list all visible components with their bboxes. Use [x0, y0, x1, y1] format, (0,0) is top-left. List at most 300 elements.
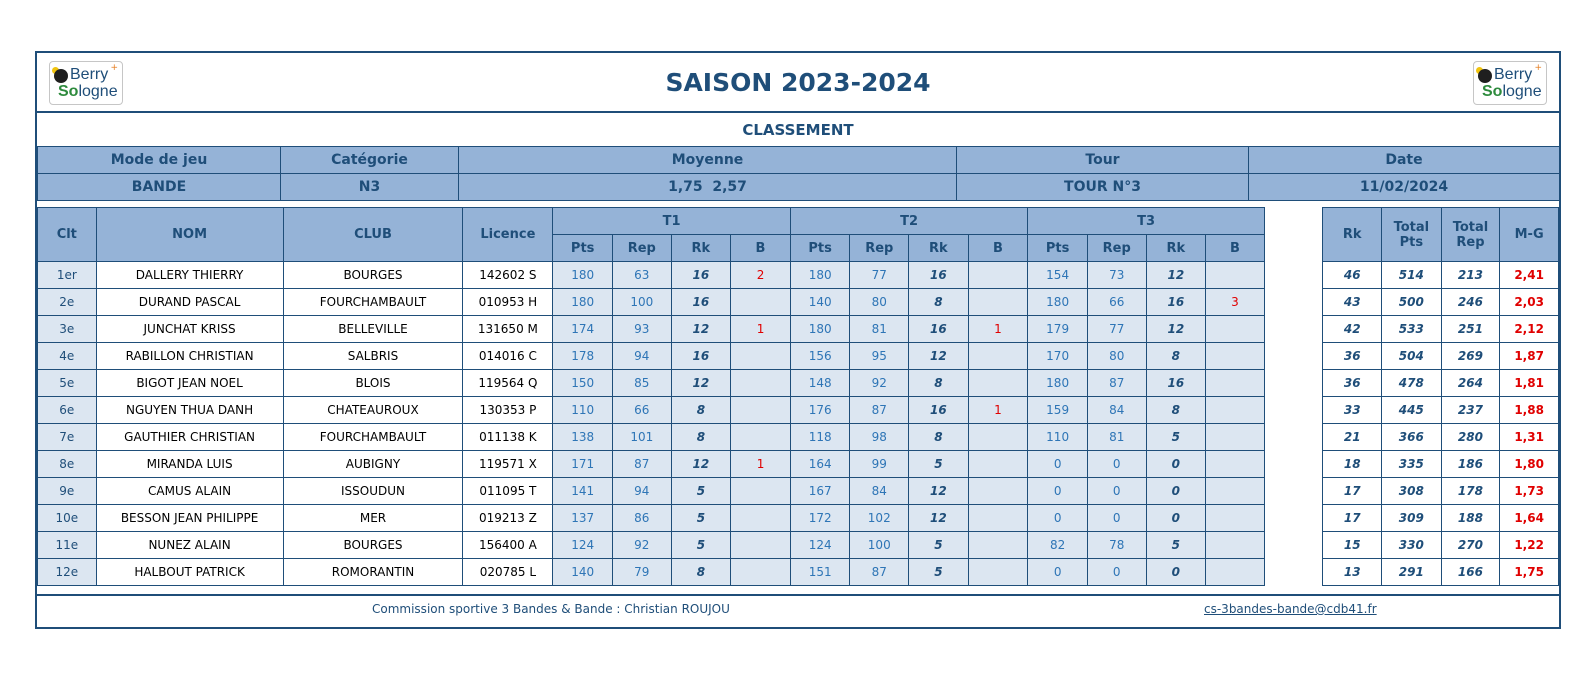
- total-rk-cell: 46: [1323, 262, 1382, 289]
- licence-cell: 010953 H: [463, 289, 553, 316]
- t3-pts-cell: 82: [1028, 532, 1088, 559]
- spacer-cell: [1264, 478, 1323, 505]
- t2-rep-cell: 87: [850, 397, 909, 424]
- table-row: [38, 289, 1559, 316]
- t1-rk-cell: 5: [671, 478, 731, 505]
- t1-b-cell: 1: [731, 316, 791, 343]
- table-row: [38, 505, 1559, 532]
- t3-rk-cell: 0: [1146, 478, 1206, 505]
- total-pts-cell: 504: [1382, 343, 1442, 370]
- t2-b-cell: 1: [968, 397, 1028, 424]
- t1-rk-cell: 8: [671, 559, 731, 586]
- total-pts-cell: 330: [1382, 532, 1442, 559]
- name-cell: NUNEZ ALAIN: [96, 532, 283, 559]
- t3-b-cell: [1206, 262, 1265, 289]
- t3-pts-cell: 0: [1028, 559, 1088, 586]
- col-nom: NOM: [96, 208, 283, 262]
- t1-rk-cell: 16: [671, 343, 731, 370]
- name-cell: NGUYEN THUA DANH: [96, 397, 283, 424]
- spacer-cell: [1264, 559, 1323, 586]
- t1-pts-cell: 171: [553, 451, 613, 478]
- t3-rk-cell: 16: [1146, 289, 1206, 316]
- page-title: SAISON 2023-2024: [665, 68, 931, 97]
- t2-b-cell: [968, 262, 1028, 289]
- spacer-cell: [1264, 262, 1323, 289]
- name-cell: DURAND PASCAL: [96, 289, 283, 316]
- rank-cell: 5e: [38, 370, 97, 397]
- t2-pts-cell: 151: [790, 559, 850, 586]
- t2-rep-cell: 102: [850, 505, 909, 532]
- total-rk-cell: 42: [1323, 316, 1382, 343]
- mg-cell: 2,41: [1500, 262, 1559, 289]
- total-rep-cell: 269: [1441, 343, 1500, 370]
- t3-rep-cell: 0: [1087, 505, 1146, 532]
- t1-b-cell: [731, 532, 791, 559]
- t2-b-cell: [968, 532, 1028, 559]
- t1-pts-cell: 150: [553, 370, 613, 397]
- total-rk-cell: 13: [1323, 559, 1382, 586]
- t1-b-cell: [731, 424, 791, 451]
- t3-rep-cell: 0: [1087, 478, 1146, 505]
- licence-cell: 119571 X: [463, 451, 553, 478]
- classement-heading: CLASSEMENT: [37, 113, 1559, 147]
- name-cell: DALLERY THIERRY: [96, 262, 283, 289]
- t2-pts-cell: 167: [790, 478, 850, 505]
- t2-pts-cell: 176: [790, 397, 850, 424]
- t1-pts-cell: 138: [553, 424, 613, 451]
- t1-rep-cell: 66: [612, 397, 671, 424]
- t3-b-cell: 3: [1206, 289, 1265, 316]
- total-rk-cell: 21: [1323, 424, 1382, 451]
- total-rep-cell: 178: [1441, 478, 1500, 505]
- club-cell: BOURGES: [283, 262, 463, 289]
- t1-pts-cell: 174: [553, 316, 613, 343]
- col-licence: Licence: [463, 208, 553, 262]
- name-cell: JUNCHAT KRISS: [96, 316, 283, 343]
- total-rep-cell: 251: [1441, 316, 1500, 343]
- name-cell: BIGOT JEAN NOEL: [96, 370, 283, 397]
- t2-rep-cell: 84: [850, 478, 909, 505]
- total-rep-cell: 280: [1441, 424, 1500, 451]
- mg-cell: 1,73: [1500, 478, 1559, 505]
- t1-pts-cell: 178: [553, 343, 613, 370]
- rank-cell: 10e: [38, 505, 97, 532]
- total-rep-cell: 246: [1441, 289, 1500, 316]
- col-t1-rep: Rep: [612, 235, 671, 262]
- header-row-1: [38, 208, 1559, 235]
- total-rk-cell: 36: [1323, 343, 1382, 370]
- footer-email-link[interactable]: cs-3bandes-bande@cdb41.fr: [1204, 602, 1377, 616]
- t1-pts-cell: 124: [553, 532, 613, 559]
- t1-b-cell: [731, 505, 791, 532]
- t2-rk-cell: 12: [909, 343, 969, 370]
- t1-b-cell: 1: [731, 451, 791, 478]
- spacer-col: [1264, 208, 1323, 262]
- col-t3-pts: Pts: [1028, 235, 1088, 262]
- t2-rk-cell: 12: [909, 478, 969, 505]
- t2-b-cell: [968, 478, 1028, 505]
- t2-rep-cell: 77: [850, 262, 909, 289]
- categorie-label: Catégorie: [281, 147, 459, 174]
- name-cell: RABILLON CHRISTIAN: [96, 343, 283, 370]
- mg-cell: 1,80: [1500, 451, 1559, 478]
- t3-rep-cell: 0: [1087, 451, 1146, 478]
- total-rep-cell: 270: [1441, 532, 1500, 559]
- t3-rep-cell: 78: [1087, 532, 1146, 559]
- t2-b-cell: [968, 559, 1028, 586]
- table-row: [38, 370, 1559, 397]
- t2-b-cell: 1: [968, 316, 1028, 343]
- t1-pts-cell: 180: [553, 262, 613, 289]
- mg-cell: 1,75: [1500, 559, 1559, 586]
- total-rep-cell: 237: [1441, 397, 1500, 424]
- club-cell: BOURGES: [283, 532, 463, 559]
- mode-value: BANDE: [38, 174, 281, 201]
- t1-rk-cell: 16: [671, 289, 731, 316]
- t3-rep-cell: 80: [1087, 343, 1146, 370]
- col-t3-rep: Rep: [1087, 235, 1146, 262]
- rank-cell: 4e: [38, 343, 97, 370]
- t2-pts-cell: 180: [790, 316, 850, 343]
- t1-pts-cell: 180: [553, 289, 613, 316]
- mg-cell: 1,22: [1500, 532, 1559, 559]
- total-pts-cell: 309: [1382, 505, 1442, 532]
- t3-pts-cell: 180: [1028, 370, 1088, 397]
- col-t2-b: B: [968, 235, 1028, 262]
- t1-b-cell: [731, 343, 791, 370]
- t1-pts-cell: 141: [553, 478, 613, 505]
- t2-rep-cell: 100: [850, 532, 909, 559]
- col-clt: Clt: [38, 208, 97, 262]
- t3-rk-cell: 0: [1146, 451, 1206, 478]
- t3-b-cell: [1206, 559, 1265, 586]
- date-value: 11/02/2024: [1249, 174, 1560, 201]
- t3-rep-cell: 84: [1087, 397, 1146, 424]
- total-rep-cell: 166: [1441, 559, 1500, 586]
- t1-rk-cell: 16: [671, 262, 731, 289]
- club-cell: SALBRIS: [283, 343, 463, 370]
- col-t2-pts: Pts: [790, 235, 850, 262]
- col-club: CLUB: [283, 208, 463, 262]
- spacer-cell: [1264, 370, 1323, 397]
- t3-rep-cell: 81: [1087, 424, 1146, 451]
- t1-rep-cell: 93: [612, 316, 671, 343]
- col-t2: T2: [790, 208, 1027, 235]
- total-pts-cell: 308: [1382, 478, 1442, 505]
- t2-pts-cell: 118: [790, 424, 850, 451]
- table-row: [38, 316, 1559, 343]
- date-label: Date: [1249, 147, 1560, 174]
- total-rk-cell: 18: [1323, 451, 1382, 478]
- t1-rep-cell: 87: [612, 451, 671, 478]
- t1-rep-cell: 94: [612, 478, 671, 505]
- total-pts-cell: 500: [1382, 289, 1442, 316]
- spacer-cell: [1264, 532, 1323, 559]
- table-row: [38, 397, 1559, 424]
- t1-rk-cell: 8: [671, 397, 731, 424]
- licence-cell: 119564 Q: [463, 370, 553, 397]
- tour-value: TOUR N°3: [957, 174, 1249, 201]
- t3-pts-cell: 179: [1028, 316, 1088, 343]
- spacer-cell: [1264, 451, 1323, 478]
- footer-credit: Commission sportive 3 Bandes & Bande : Christian ROUJOU: [372, 602, 730, 616]
- t1-rk-cell: 8: [671, 424, 731, 451]
- t3-b-cell: [1206, 478, 1265, 505]
- col-mg: M-G: [1500, 208, 1559, 262]
- licence-cell: 011095 T: [463, 478, 553, 505]
- total-rep-cell: 213: [1441, 262, 1500, 289]
- t1-rk-cell: 5: [671, 532, 731, 559]
- t2-pts-cell: 124: [790, 532, 850, 559]
- t1-rk-cell: 12: [671, 451, 731, 478]
- mg-cell: 1,64: [1500, 505, 1559, 532]
- name-cell: GAUTHIER CHRISTIAN: [96, 424, 283, 451]
- licence-cell: 020785 L: [463, 559, 553, 586]
- table-row: [38, 559, 1559, 586]
- rank-cell: 9e: [38, 478, 97, 505]
- total-rk-cell: 36: [1323, 370, 1382, 397]
- t2-b-cell: [968, 370, 1028, 397]
- t3-rk-cell: 0: [1146, 505, 1206, 532]
- t3-b-cell: [1206, 343, 1265, 370]
- t2-rk-cell: 8: [909, 289, 969, 316]
- t3-pts-cell: 110: [1028, 424, 1088, 451]
- club-cell: FOURCHAMBAULT: [283, 289, 463, 316]
- rank-cell: 3e: [38, 316, 97, 343]
- club-cell: BELLEVILLE: [283, 316, 463, 343]
- rank-cell: 12e: [38, 559, 97, 586]
- mg-cell: 1,31: [1500, 424, 1559, 451]
- t2-b-cell: [968, 289, 1028, 316]
- t2-b-cell: [968, 505, 1028, 532]
- club-cell: MER: [283, 505, 463, 532]
- total-pts-cell: 366: [1382, 424, 1442, 451]
- club-cell: FOURCHAMBAULT: [283, 424, 463, 451]
- mg-cell: 1,88: [1500, 397, 1559, 424]
- t1-rep-cell: 100: [612, 289, 671, 316]
- t3-pts-cell: 0: [1028, 505, 1088, 532]
- t1-b-cell: [731, 397, 791, 424]
- ranking-sheet: [35, 51, 1561, 629]
- t2-rep-cell: 99: [850, 451, 909, 478]
- ranking-table: [37, 207, 1559, 586]
- info-values-row: [38, 174, 1560, 201]
- t1-rk-cell: 12: [671, 316, 731, 343]
- t3-rep-cell: 87: [1087, 370, 1146, 397]
- ranking-rows: [38, 262, 1559, 586]
- footer: [37, 594, 1559, 627]
- col-t1-b: B: [731, 235, 791, 262]
- t3-rep-cell: 66: [1087, 289, 1146, 316]
- total-rk-cell: 33: [1323, 397, 1382, 424]
- total-rep-cell: 188: [1441, 505, 1500, 532]
- t2-rk-cell: 5: [909, 451, 969, 478]
- berry-sologne-logo-left: Berry Sologne +: [49, 61, 123, 105]
- moyenne-value: 1,75 2,57: [459, 174, 957, 201]
- mg-cell: 1,81: [1500, 370, 1559, 397]
- t3-rk-cell: 5: [1146, 424, 1206, 451]
- club-cell: BLOIS: [283, 370, 463, 397]
- info-table: [37, 146, 1560, 201]
- licence-cell: 142602 S: [463, 262, 553, 289]
- table-row: [38, 343, 1559, 370]
- t2-rk-cell: 8: [909, 370, 969, 397]
- t2-rep-cell: 98: [850, 424, 909, 451]
- t1-rep-cell: 86: [612, 505, 671, 532]
- t3-pts-cell: 154: [1028, 262, 1088, 289]
- t3-rk-cell: 5: [1146, 532, 1206, 559]
- licence-cell: 014016 C: [463, 343, 553, 370]
- t2-rk-cell: 16: [909, 262, 969, 289]
- name-cell: BESSON JEAN PHILIPPE: [96, 505, 283, 532]
- spacer-cell: [1264, 289, 1323, 316]
- t2-b-cell: [968, 424, 1028, 451]
- t2-rk-cell: 8: [909, 424, 969, 451]
- t3-rk-cell: 12: [1146, 316, 1206, 343]
- t3-pts-cell: 180: [1028, 289, 1088, 316]
- tour-label: Tour: [957, 147, 1249, 174]
- t2-pts-cell: 140: [790, 289, 850, 316]
- mg-cell: 2,03: [1500, 289, 1559, 316]
- col-t1: T1: [553, 208, 790, 235]
- col-t2-rep: Rep: [850, 235, 909, 262]
- t2-rk-cell: 5: [909, 559, 969, 586]
- t2-pts-cell: 148: [790, 370, 850, 397]
- rank-cell: 2e: [38, 289, 97, 316]
- total-pts-cell: 445: [1382, 397, 1442, 424]
- spacer-cell: [1264, 424, 1323, 451]
- info-labels-row: [38, 147, 1560, 174]
- t3-pts-cell: 0: [1028, 451, 1088, 478]
- t3-pts-cell: 170: [1028, 343, 1088, 370]
- t2-pts-cell: 164: [790, 451, 850, 478]
- club-cell: CHATEAUROUX: [283, 397, 463, 424]
- moyenne-label: Moyenne: [459, 147, 957, 174]
- t3-b-cell: [1206, 451, 1265, 478]
- t1-pts-cell: 140: [553, 559, 613, 586]
- t1-rep-cell: 92: [612, 532, 671, 559]
- t3-b-cell: [1206, 532, 1265, 559]
- t1-rep-cell: 101: [612, 424, 671, 451]
- t3-rk-cell: 16: [1146, 370, 1206, 397]
- categorie-value: N3: [281, 174, 459, 201]
- total-rk-cell: 17: [1323, 478, 1382, 505]
- col-t1-rk: Rk: [671, 235, 731, 262]
- t1-b-cell: [731, 478, 791, 505]
- rank-cell: 1er: [38, 262, 97, 289]
- t1-rk-cell: 12: [671, 370, 731, 397]
- licence-cell: 019213 Z: [463, 505, 553, 532]
- name-cell: HALBOUT PATRICK: [96, 559, 283, 586]
- spacer-cell: [1264, 397, 1323, 424]
- col-rk: Rk: [1323, 208, 1382, 262]
- spacer-cell: [1264, 316, 1323, 343]
- t1-b-cell: [731, 370, 791, 397]
- t1-rep-cell: 85: [612, 370, 671, 397]
- t3-pts-cell: 159: [1028, 397, 1088, 424]
- t2-rep-cell: 81: [850, 316, 909, 343]
- table-row: [38, 424, 1559, 451]
- t3-rep-cell: 0: [1087, 559, 1146, 586]
- club-cell: ISSOUDUN: [283, 478, 463, 505]
- t1-pts-cell: 110: [553, 397, 613, 424]
- total-rk-cell: 43: [1323, 289, 1382, 316]
- t3-pts-cell: 0: [1028, 478, 1088, 505]
- table-row: [38, 478, 1559, 505]
- t2-rep-cell: 87: [850, 559, 909, 586]
- t2-rk-cell: 16: [909, 316, 969, 343]
- t2-rk-cell: 5: [909, 532, 969, 559]
- mg-cell: 2,12: [1500, 316, 1559, 343]
- col-t2-rk: Rk: [909, 235, 969, 262]
- t3-b-cell: [1206, 370, 1265, 397]
- t3-b-cell: [1206, 316, 1265, 343]
- t2-rep-cell: 92: [850, 370, 909, 397]
- name-cell: CAMUS ALAIN: [96, 478, 283, 505]
- total-pts-cell: 335: [1382, 451, 1442, 478]
- t3-rk-cell: 12: [1146, 262, 1206, 289]
- t1-b-cell: [731, 559, 791, 586]
- t3-rk-cell: 0: [1146, 559, 1206, 586]
- col-total-pts: Total Pts: [1382, 208, 1442, 262]
- t1-rep-cell: 63: [612, 262, 671, 289]
- t3-b-cell: [1206, 397, 1265, 424]
- t2-pts-cell: 172: [790, 505, 850, 532]
- total-pts-cell: 478: [1382, 370, 1442, 397]
- t1-rep-cell: 94: [612, 343, 671, 370]
- licence-cell: 156400 A: [463, 532, 553, 559]
- col-t3: T3: [1028, 208, 1264, 235]
- licence-cell: 131650 M: [463, 316, 553, 343]
- rank-cell: 11e: [38, 532, 97, 559]
- col-t1-pts: Pts: [553, 235, 613, 262]
- spacer-cell: [1264, 343, 1323, 370]
- t3-rep-cell: 77: [1087, 316, 1146, 343]
- total-pts-cell: 533: [1382, 316, 1442, 343]
- rank-cell: 8e: [38, 451, 97, 478]
- t1-pts-cell: 137: [553, 505, 613, 532]
- t2-rep-cell: 80: [850, 289, 909, 316]
- t2-rep-cell: 95: [850, 343, 909, 370]
- rank-cell: 6e: [38, 397, 97, 424]
- table-row: [38, 532, 1559, 559]
- berry-sologne-logo-right: Berry Sologne +: [1473, 61, 1547, 105]
- t1-rep-cell: 79: [612, 559, 671, 586]
- total-rk-cell: 17: [1323, 505, 1382, 532]
- total-pts-cell: 291: [1382, 559, 1442, 586]
- t2-b-cell: [968, 343, 1028, 370]
- sheet-header: [37, 53, 1559, 113]
- t2-b-cell: [968, 451, 1028, 478]
- table-row: [38, 262, 1559, 289]
- table-row: [38, 451, 1559, 478]
- t2-rk-cell: 12: [909, 505, 969, 532]
- club-cell: ROMORANTIN: [283, 559, 463, 586]
- licence-cell: 130353 P: [463, 397, 553, 424]
- t3-b-cell: [1206, 424, 1265, 451]
- t2-pts-cell: 180: [790, 262, 850, 289]
- t3-rk-cell: 8: [1146, 397, 1206, 424]
- t3-b-cell: [1206, 505, 1265, 532]
- mode-label: Mode de jeu: [38, 147, 281, 174]
- t3-rk-cell: 8: [1146, 343, 1206, 370]
- name-cell: MIRANDA LUIS: [96, 451, 283, 478]
- club-cell: AUBIGNY: [283, 451, 463, 478]
- total-rep-cell: 264: [1441, 370, 1500, 397]
- col-t3-b: B: [1206, 235, 1265, 262]
- t3-rep-cell: 73: [1087, 262, 1146, 289]
- spacer-cell: [1264, 505, 1323, 532]
